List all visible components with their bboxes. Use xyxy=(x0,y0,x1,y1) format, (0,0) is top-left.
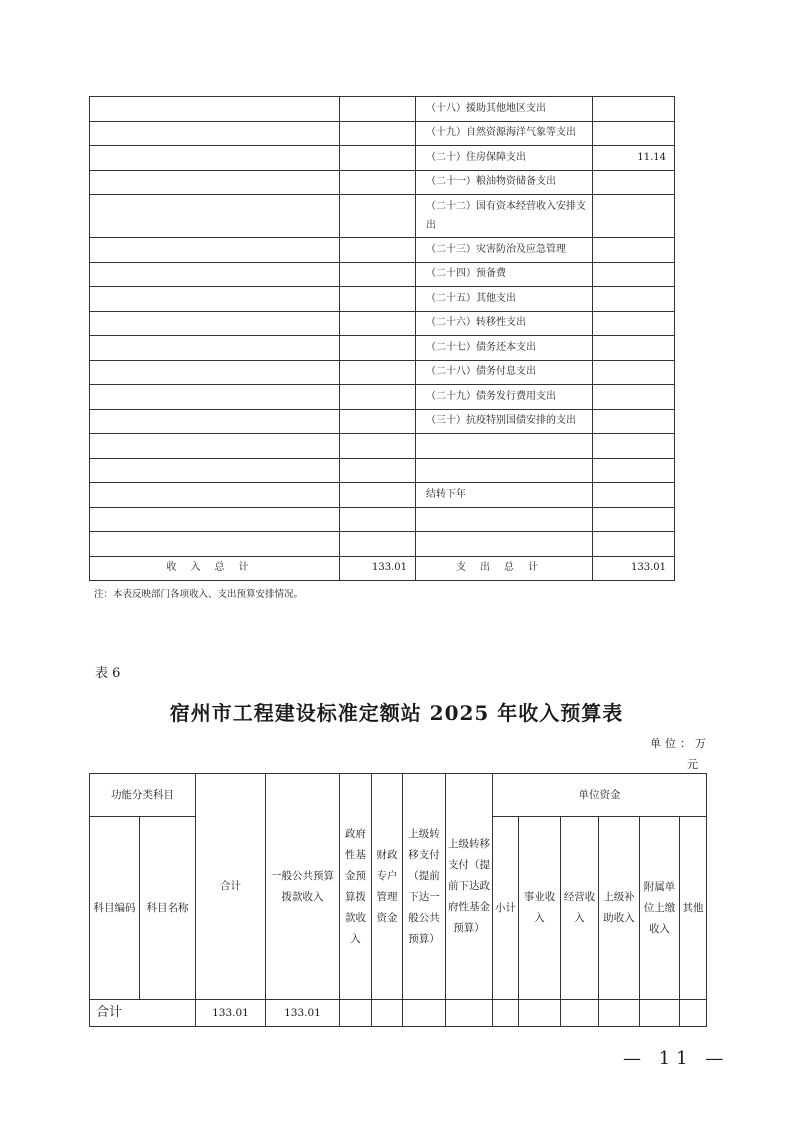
table-row xyxy=(90,195,675,238)
table-row xyxy=(90,311,675,336)
expense-item: （十八）援助其他地区支出 xyxy=(416,97,593,122)
expense-value xyxy=(593,238,675,263)
expense-item: （二十四）预备费 xyxy=(416,262,593,287)
expense-value xyxy=(593,507,675,532)
total-row-label: 合计 xyxy=(90,1000,196,1027)
page-number: — 11 — xyxy=(623,1048,730,1069)
expense-item xyxy=(416,507,593,532)
expense-item: （二十二）国有资本经营收入安排支出 xyxy=(416,195,593,238)
table-row xyxy=(90,1000,707,1027)
header-total: 合计 xyxy=(196,774,266,1000)
total-row-general: 133.01 xyxy=(266,1000,340,1027)
income-total-value: 133.01 xyxy=(340,556,416,581)
expense-item: （二十八）债务付息支出 xyxy=(416,360,593,385)
table-number: 表 6 xyxy=(95,666,121,681)
header-transfer-fund: 上级转移支付（提前下达政府性基金预算） xyxy=(446,774,493,1000)
expense-item: （二十五）其他支出 xyxy=(416,287,593,312)
expense-value xyxy=(593,121,675,146)
expense-item xyxy=(416,458,593,483)
expense-value xyxy=(593,262,675,287)
header-business: 事业收入 xyxy=(519,817,561,1000)
table-row xyxy=(90,336,675,361)
expense-item: （二十三）灾害防治及应急管理 xyxy=(416,238,593,263)
header-subsidy: 上级补助收入 xyxy=(599,817,640,1000)
page-title: 宿州市工程建设标准定额站 2025 年收入预算表 xyxy=(169,701,624,725)
expense-value xyxy=(593,532,675,557)
header-general: 一般公共预算拨款收入 xyxy=(266,774,340,1000)
expense-value xyxy=(593,409,675,434)
expense-value: 11.14 xyxy=(593,146,675,171)
expense-item: （二十六）转移性支出 xyxy=(416,311,593,336)
expense-value xyxy=(593,170,675,195)
expense-item: （二十）住房保障支出 xyxy=(416,146,593,171)
table-row xyxy=(90,287,675,312)
expense-value xyxy=(593,385,675,410)
budget-summary-table xyxy=(89,96,675,581)
expense-value xyxy=(593,483,675,508)
totals-row xyxy=(90,556,675,581)
expense-item: （十九）自然资源海洋气象等支出 xyxy=(416,121,593,146)
total-row-total: 133.01 xyxy=(196,1000,266,1027)
header-operating: 经营收入 xyxy=(561,817,599,1000)
unit-label: 单位：万 xyxy=(650,737,710,750)
expense-value xyxy=(593,287,675,312)
expense-item: （三十）抗疫特别国债安排的支出 xyxy=(416,409,593,434)
income-total-label: 收入总计 xyxy=(90,556,340,581)
expense-total-value: 133.01 xyxy=(593,556,675,581)
expense-value xyxy=(593,311,675,336)
table-row xyxy=(90,262,675,287)
header-name: 科目名称 xyxy=(140,817,196,1000)
table-row xyxy=(90,532,675,557)
table-row xyxy=(90,483,675,508)
table-row xyxy=(90,434,675,459)
expense-value xyxy=(593,360,675,385)
income-budget-table xyxy=(89,773,707,1027)
table-row xyxy=(90,146,675,171)
expense-value xyxy=(593,195,675,238)
table-row xyxy=(90,238,675,263)
header-transfer-general: 上级转移支付（提前下达一般公共预算） xyxy=(403,774,446,1000)
header-affiliated: 附属单位上缴收入 xyxy=(640,817,680,1000)
header-gov-fund: 政府性基金预算拨款收入 xyxy=(340,774,372,1000)
header-unit-funds: 单位资金 xyxy=(493,774,707,817)
table-row xyxy=(90,409,675,434)
expense-total-label: 支出总计 xyxy=(416,556,593,581)
table-row xyxy=(90,121,675,146)
expense-item: 结转下年 xyxy=(416,483,593,508)
expense-item: （二十一）粮油物资储备支出 xyxy=(416,170,593,195)
header-func-class: 功能分类科目 xyxy=(90,774,196,817)
expense-item: （二十九）债务发行费用支出 xyxy=(416,385,593,410)
table-note: 注：本表反映部门各项收入、支出预算安排情况。 xyxy=(94,589,304,600)
header-fiscal: 财政专户管理资金 xyxy=(372,774,403,1000)
expense-item: （二十七）债务还本支出 xyxy=(416,336,593,361)
table-row xyxy=(90,385,675,410)
table-row xyxy=(90,97,675,122)
header-subtotal: 小计 xyxy=(493,817,519,1000)
expense-value xyxy=(593,434,675,459)
unit-label-cont: 元 xyxy=(687,758,698,771)
table-row xyxy=(90,360,675,385)
header-code: 科目编码 xyxy=(90,817,140,1000)
expense-item xyxy=(416,434,593,459)
expense-value xyxy=(593,458,675,483)
expense-item xyxy=(416,532,593,557)
header-other: 其他 xyxy=(680,817,707,1000)
table-row xyxy=(90,458,675,483)
expense-value xyxy=(593,97,675,122)
table-row xyxy=(90,507,675,532)
expense-value xyxy=(593,336,675,361)
table-row xyxy=(90,170,675,195)
